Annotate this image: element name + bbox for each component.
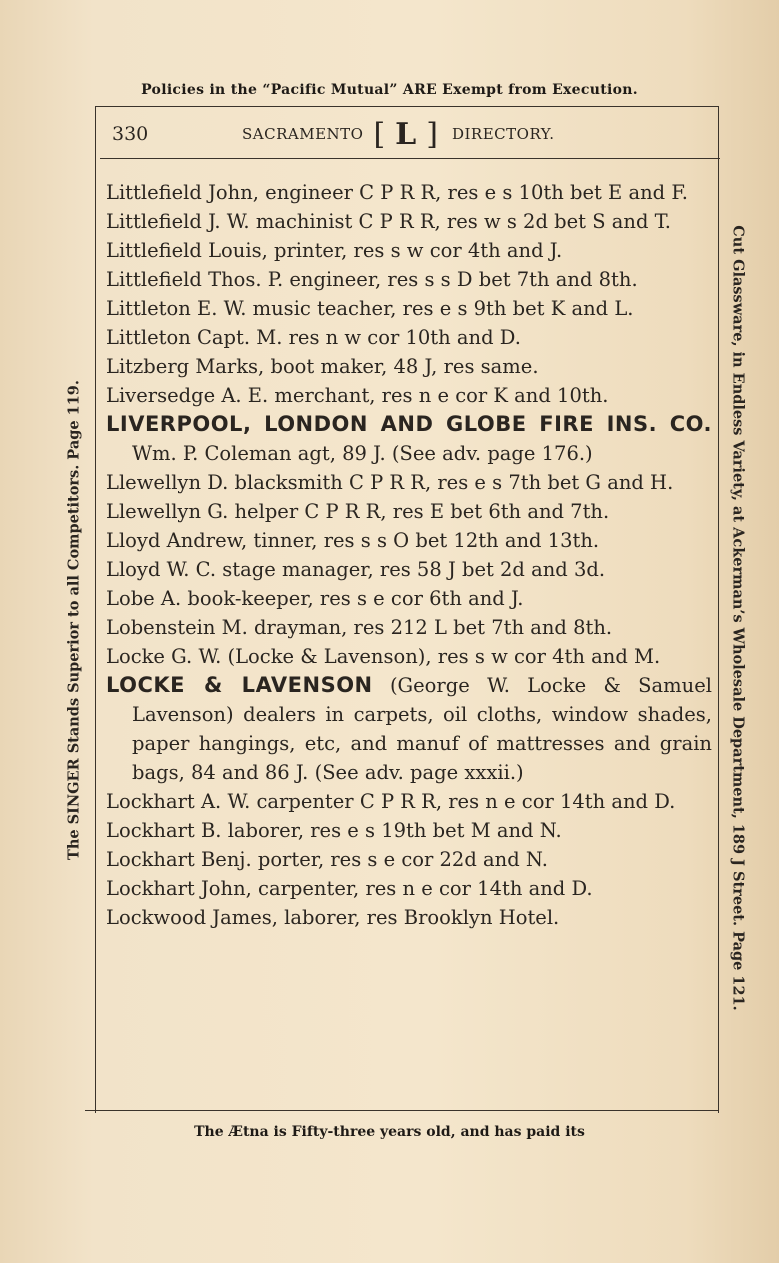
entry-business-name: LIVERPOOL, LONDON AND GLOBE FIRE INS. CO. [106, 412, 712, 436]
directory-entry [106, 845, 712, 874]
entry-text: Lockhart Benj. porter, res s e cor 22d and N. [106, 848, 548, 871]
directory-entry [106, 555, 712, 584]
directory-entry [106, 584, 712, 613]
directory-entry [106, 903, 712, 932]
entry-text: Wm. P. Coleman agt, 89 J. (See adv. page 176.) [132, 442, 593, 465]
directory-entry [106, 642, 712, 671]
entry-text: Littlefield Louis, printer, res s w cor 4th and J. [106, 239, 563, 262]
bracket-close: ] [426, 116, 438, 152]
directory-entry [106, 294, 712, 323]
entry-text: Littleton Capt. M. res n w cor 10th and D. [106, 326, 521, 349]
header-city: SACRAMENTO [242, 125, 364, 143]
directory-entry [106, 468, 712, 497]
directory-entry [106, 816, 712, 845]
directory-entry [106, 178, 712, 207]
top-advertisement-banner: Policies in the “Pacific Mutual” ARE Exempt from Execution. [141, 82, 638, 98]
entry-text: Llewellyn D. blacksmith C P R R, res e s 7th bet G and H. [106, 471, 674, 494]
directory-entry [106, 381, 712, 410]
directory-entry [106, 323, 712, 352]
entry-text: Litzberg Marks, boot maker, 48 J, res same. [106, 355, 539, 378]
directory-entry [106, 265, 712, 294]
directory-entry [106, 236, 712, 265]
bottom-advertisement-banner: The Ætna is Fifty-three years old, and has paid its [194, 1124, 585, 1140]
entry-text: Littlefield J. W. machinist C P R R, res w s 2d bet S and T. [106, 210, 671, 233]
entry-text: (George W. Locke & Samuel Lavenson) dealers in carpets, oil cloths, window shades, paper hangings, etc, and manuf of mattresses and grain bags, 84 and 86 J. (See adv. page xxxii.) [132, 674, 712, 784]
entry-text: Liversedge A. E. merchant, res n e cor K and 10th. [106, 384, 609, 407]
directory-entry [106, 787, 712, 816]
frame-bottom-rule [85, 1110, 719, 1111]
entry-text: Lloyd Andrew, tinner, res s s O bet 12th and 13th. [106, 529, 600, 552]
left-margin-advertisement: The SINGER Stands Superior to all Competitors. Page 119. [65, 380, 83, 860]
page-number: 330 [112, 123, 149, 145]
entry-text: Lloyd W. C. stage manager, res 58 J bet 2d and 3d. [106, 558, 606, 581]
entry-text: Lockwood James, laborer, res Brooklyn Hotel. [106, 906, 560, 929]
entry-text: Littleton E. W. music teacher, res e s 9th bet K and L. [106, 297, 634, 320]
directory-entry [106, 613, 712, 642]
right-margin-advertisement: Cut Glassware, in Endless Variety, at Ackerman’s Wholesale Department, 189 J Street. Page 121. [729, 225, 747, 1011]
directory-entry [106, 410, 712, 468]
directory-entry [106, 352, 712, 381]
entry-business-name: LOCKE & LAVENSON [106, 673, 373, 697]
bracket-open: [ [373, 116, 386, 152]
entry-text: Littlefield Thos. P. engineer, res s s D bet 7th and 8th. [106, 268, 638, 291]
header-rule [100, 158, 720, 159]
entry-text: Littlefield John, engineer C P R R, res e s 10th bet E and F. [106, 181, 689, 204]
section-letter: L [395, 116, 417, 152]
entry-text: Lobe A. book-keeper, res s e cor 6th and J. [106, 587, 524, 610]
entry-text: Lockhart B. laborer, res e s 19th bet M and N. [106, 819, 562, 842]
directory-entry [106, 207, 712, 236]
running-header [112, 112, 712, 156]
header-title: DIRECTORY. [451, 125, 555, 143]
entry-text: Llewellyn G. helper C P R R, res E bet 6th and 7th. [106, 500, 610, 523]
directory-entry [106, 671, 712, 787]
directory-entries [106, 178, 712, 932]
directory-entry [106, 526, 712, 555]
entry-text: Locke G. W. (Locke & Lavenson), res s w cor 4th and M. [106, 645, 661, 668]
directory-entry [106, 874, 712, 903]
entry-text: Lobenstein M. drayman, res 212 L bet 7th and 8th. [106, 616, 613, 639]
entry-text: Lockhart A. W. carpenter C P R R, res n e cor 14th and D. [106, 790, 676, 813]
entry-text: Lockhart John, carpenter, res n e cor 14th and D. [106, 877, 593, 900]
directory-entry [106, 497, 712, 526]
